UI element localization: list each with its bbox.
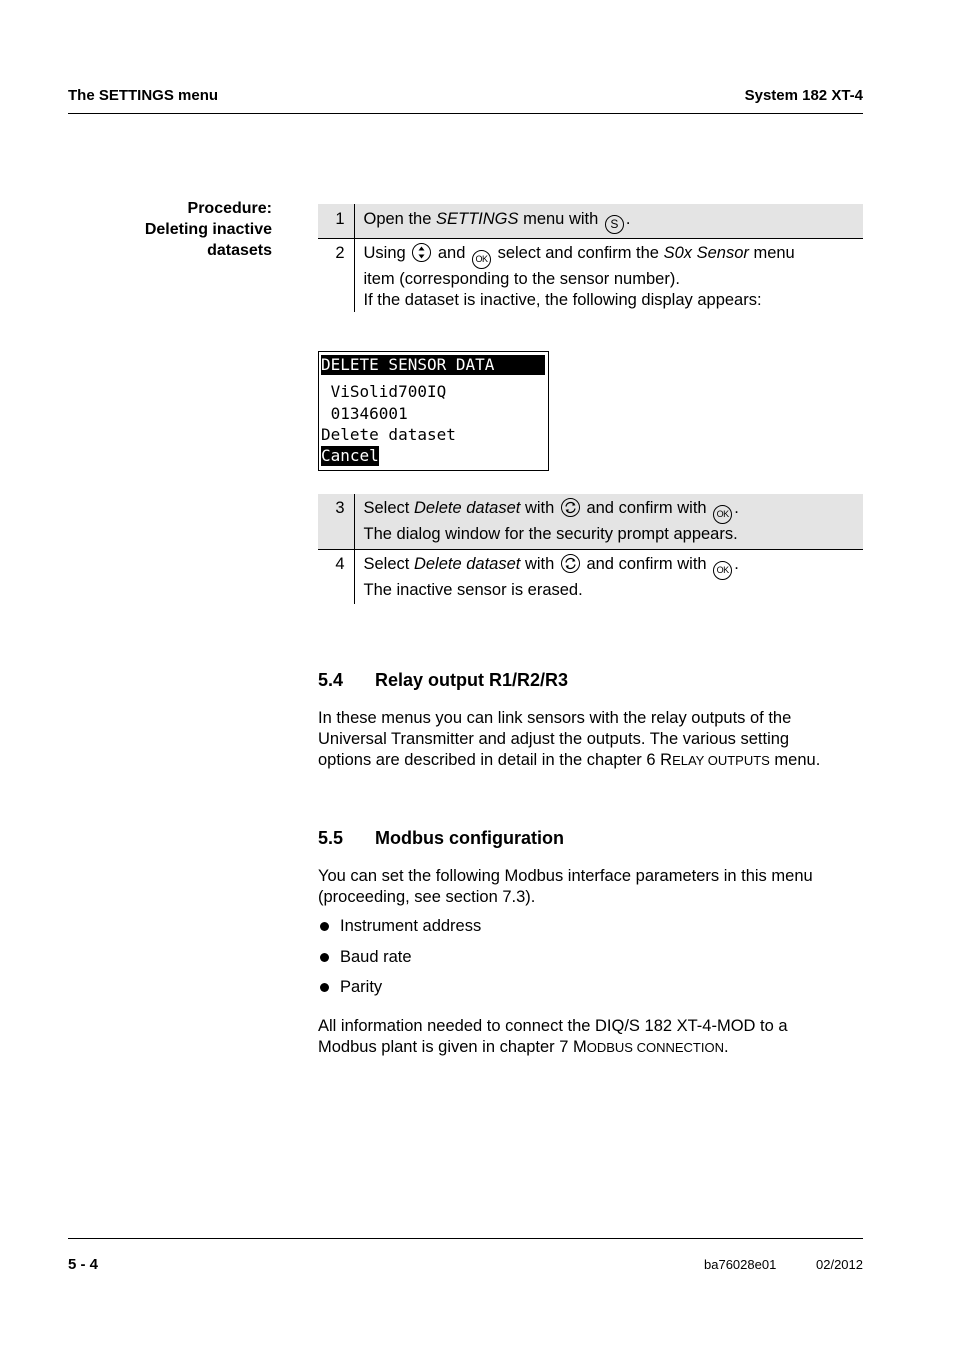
step-row-3 (318, 494, 863, 549)
bullet-icon (320, 922, 329, 931)
section-5-5-intro: You can set the following Modbus interface parameters in this menu (proceeding, see section 7.3). (318, 867, 813, 906)
step-number: 4 (318, 549, 354, 604)
rotary-select-icon (561, 498, 580, 517)
step-number: 3 (318, 494, 354, 549)
step-row-4 (318, 549, 863, 604)
lcd-sensor-model: ViSolid700IQ (321, 382, 447, 401)
step-text: Open the SETTINGS menu with S . (354, 204, 863, 238)
steps-table-a (318, 204, 863, 312)
procedure-label-line2: Deleting inactive (144, 221, 272, 238)
section-5-4-body: In these menus you can link sensors with the relay outputs of the Universal Transmitter and adjust the outputs. The various setting options are described in detail in the chapter 6 RELAY OUTPUTS menu. (318, 709, 821, 769)
rotary-select-icon (561, 554, 580, 573)
header-title: The SETTINGS menu (68, 87, 219, 104)
step-row-1 (318, 204, 863, 238)
lcd-option-cancel[interactable]: Cancel (321, 446, 379, 465)
menu-name: S0x Sensor (663, 243, 749, 262)
section-5-5-closing: All information needed to connect the DIQ/S 182 XT-4-MOD to a Modbus plant is given in chapter 7 MODBUS CONNECTION. (318, 1017, 788, 1056)
lcd-title: DELETE SENSOR DATA (321, 355, 545, 375)
procedure-label-line3: datasets (207, 242, 272, 259)
document-code: ba76028e01 (704, 1257, 777, 1272)
step-text: Select Delete dataset with and confirm with OK . The dialog window for the security prompt appears. (354, 494, 863, 549)
chapter-reference: ELAY OUTPUTS (672, 753, 770, 768)
lcd-serial-number: 01346001 (321, 404, 408, 423)
procedure-label-line1: Procedure: (187, 200, 272, 217)
section-title: Modbus configuration (375, 828, 564, 848)
step-text: Using and OK select and confirm the S0x Sensor menu item (corresponding to the sensor number). If the dataset is inactive, the following display appears: (354, 238, 863, 312)
ok-key-icon: OK (713, 561, 732, 580)
step-row-2 (318, 238, 863, 312)
chapter-reference: ODBUS CONNECTION (586, 1040, 724, 1055)
ok-key-icon: OK (472, 250, 491, 269)
step-text: Select Delete dataset with and confirm with OK . The inactive sensor is erased. (354, 549, 863, 604)
section-title: Relay output R1/R2/R3 (375, 670, 569, 690)
settings-key-icon: S (605, 215, 624, 234)
step-number: 1 (318, 204, 354, 238)
procedure-label (68, 198, 272, 261)
section-number: 5.4 (318, 670, 344, 690)
footer-rule (68, 1238, 863, 1239)
menu-item-name: Delete dataset (413, 499, 521, 517)
up-down-arrow-key-icon (412, 243, 431, 262)
ok-key-icon: OK (713, 505, 732, 524)
menu-item-name: Delete dataset (413, 554, 521, 573)
document-date: 02/2012 (816, 1257, 863, 1272)
lcd-option-delete[interactable]: Delete dataset (321, 425, 456, 444)
page-number: 5 - 4 (68, 1256, 99, 1273)
menu-name: SETTINGS (435, 210, 519, 228)
header-product: System 182 XT-4 (744, 87, 863, 104)
lcd-display (318, 351, 549, 471)
header-rule (68, 113, 863, 114)
bullet-icon (320, 953, 329, 962)
step-number: 2 (318, 238, 354, 312)
section-number: 5.5 (318, 828, 344, 848)
steps-table-b (318, 494, 863, 604)
bullet-icon (320, 983, 329, 992)
